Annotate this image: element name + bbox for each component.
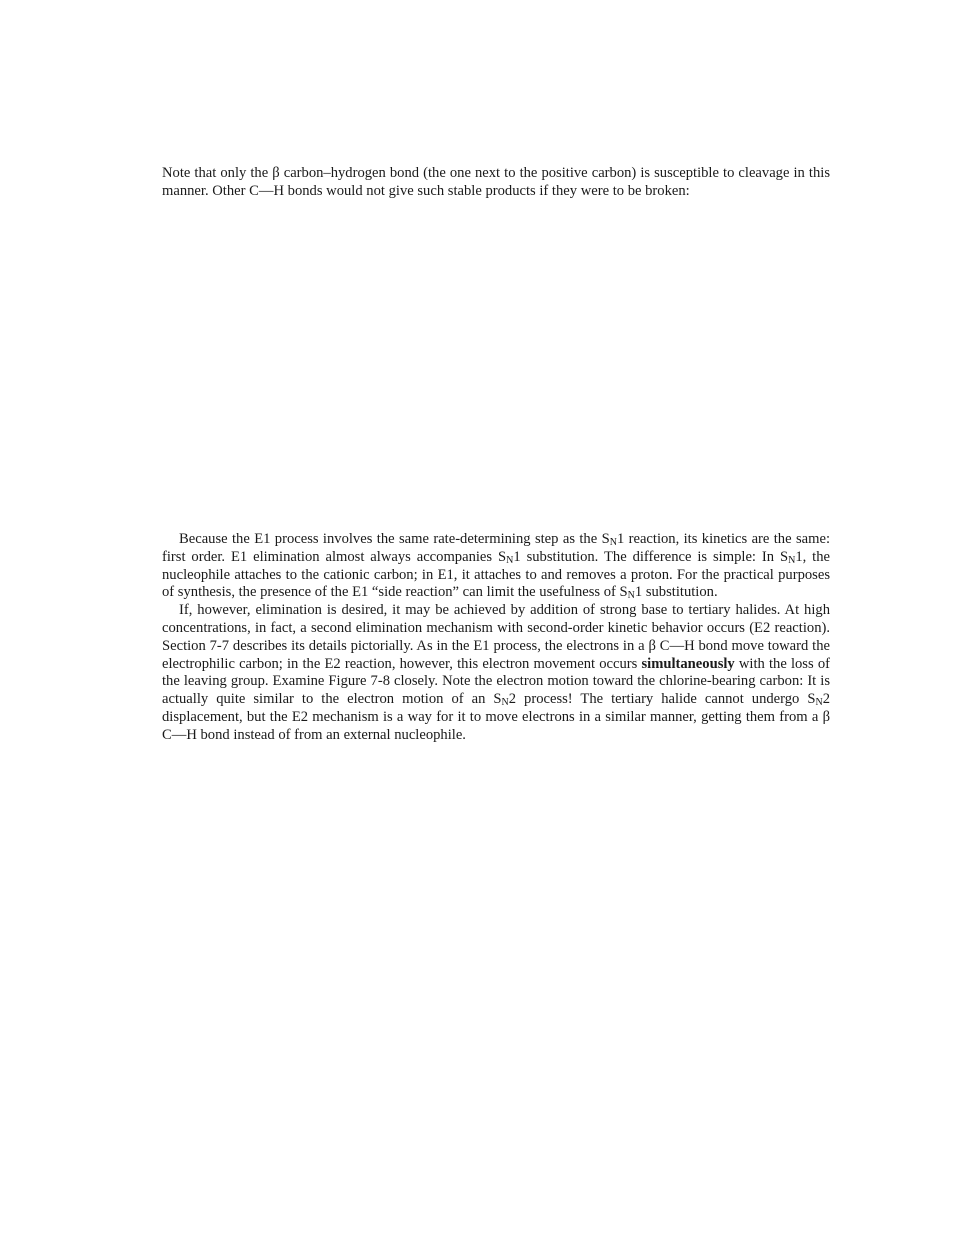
body-text — [162, 531, 830, 745]
figure-area — [162, 210, 830, 520]
paragraph-e2-mechanism: If, however, elimination is desired, it may be achieved by addition of strong base to tertiary halides. At high concentrations, in fact, a second elimination mechanism with second-order kinetic behavior occurs (E2 reaction). Section 7-7 describes its details pictorially. As in the E1 process, the electrons in a β C—H bond move toward the electrophilic carbon; in the E2 reaction, however, this electron movement occurs simultaneously with the loss of the leaving group. Examine Figure 7-8 closely. Note the electron motion toward the chlorine-bearing carbon: It is actually quite similar to the electron motion of an $S_N2$ process! The tertiary halide cannot undergo $S_N2$ displacement, but the E2 mechanism is a way for it to move electrons in a similar manner, getting them from a β C—H bond instead of from an external nucleophile. — [162, 602, 830, 743]
intro-text: Note that only the β carbon–hydrogen bond (the one next to the positive carbon) is susceptible to cleavage in this manner. Other C—H bonds would not give such stable products if they were to be broken: — [162, 165, 830, 199]
emphasis-simultaneously: simultaneously — [641, 655, 735, 672]
intro-paragraph — [162, 165, 830, 201]
paragraph-e1-kinetics: Because the E1 process involves the same rate-determining step as the $S_N1$ reaction, its kinetics are the same: first order. E1 elimination almost always accompanies $S_N1$ substitution. The difference is simple: In $S_N1$, the nucleophile attaches to the cationic carbon; in E1, it attaches to and removes a proton. For the practical purposes of synthesis, the presence of the E1 “side reaction” can limit the usefulness of $S_N1$ substitution. — [162, 531, 831, 602]
